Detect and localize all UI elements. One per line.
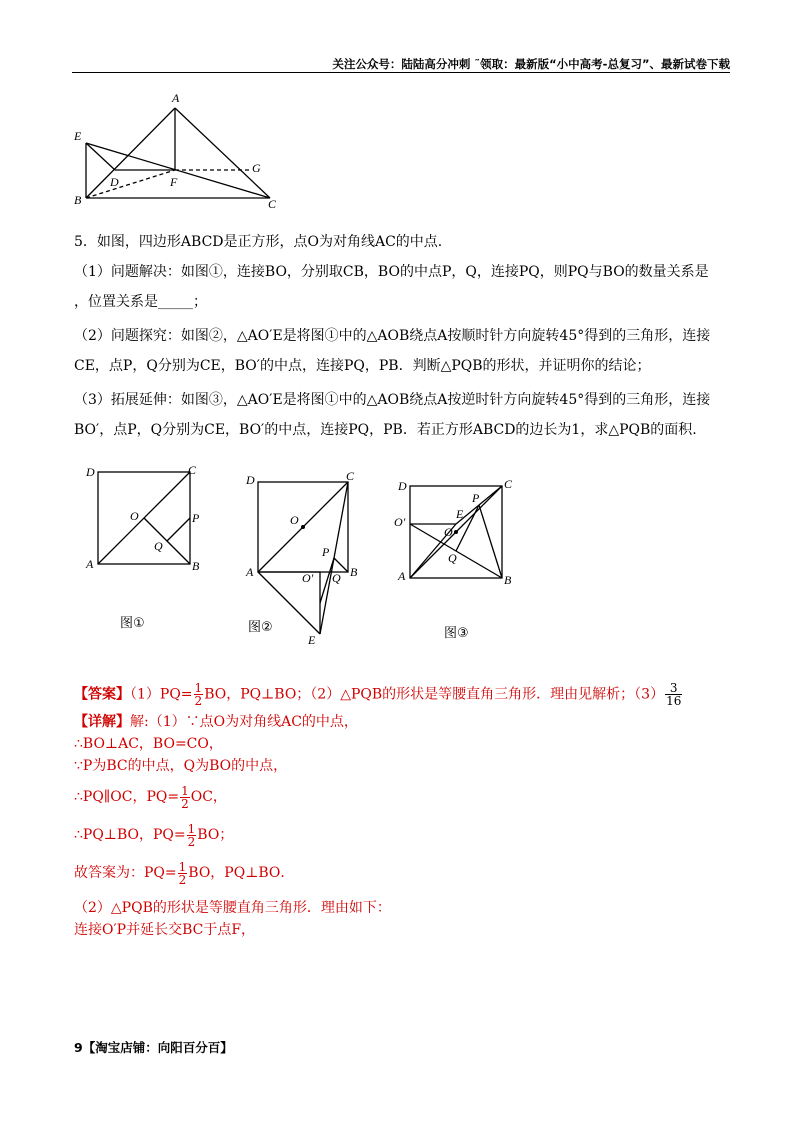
fig1-label-D: D <box>86 465 95 479</box>
answer-part1b: BO，PQ⊥BO；（2）△PQB的形状是等腰直角三角形．理由见解析；（3） <box>204 686 665 703</box>
label-A: A <box>172 91 180 105</box>
header-text: 关注公众号：陆陆高分冲刺 ˜领取：最新版“小中高考-总复习”、最新试卷下载 <box>332 57 730 71</box>
fig2-label-Q: Q <box>332 571 341 585</box>
fig2-label-A: A <box>246 565 254 579</box>
fig3-label-O-prime: O′ <box>394 515 406 529</box>
figure-2 <box>258 482 348 634</box>
answer-fraction-2: $\frac{3}{16}$ <box>666 681 682 708</box>
detail-line-8: 连接O′P并延长交BC于点F， <box>74 922 256 938</box>
fig3-label-C: C <box>504 477 513 491</box>
fig3-label-P: P <box>472 491 480 505</box>
label-C: C <box>268 197 277 211</box>
answer-tag: 【答案】 <box>74 686 130 703</box>
detail-line-3: ∵P为BC的中点，Q为BO的中点， <box>74 758 288 774</box>
fig3-label-E: E <box>456 507 464 521</box>
label-E: E <box>74 129 82 143</box>
fig3-caption: 图③ <box>444 626 469 641</box>
label-B: B <box>74 193 82 207</box>
fig2-label-C: C <box>346 469 355 483</box>
problem-line-2: （1）问题解决：如图①，连接BO，分别取CB，BO的中点P，Q，连接PQ，则PQ与BO的数量关系是 <box>74 264 709 280</box>
detail-line-2: ∴BO⊥AC，BO=CO， <box>74 736 223 752</box>
fig3-label-D: D <box>398 479 407 493</box>
fig3-label-O: O <box>444 525 453 539</box>
label-D: D <box>110 175 119 189</box>
answer-fraction: $\frac{1}{2}$ <box>194 681 203 708</box>
answer-line <box>74 682 683 707</box>
fig1-label-Q: Q <box>154 539 163 553</box>
label-F: F <box>170 175 178 189</box>
page-header <box>72 52 730 73</box>
problem-line-5: CE，点P，Q分别为CE，BO′的中点，连接PQ，PB．判断△PQB的形状，并证明你的结论； <box>74 358 651 374</box>
problem-line-3: ，位置关系是_____； <box>74 294 207 310</box>
fig2-label-O: O <box>290 513 299 527</box>
fig2-label-P: P <box>322 545 330 559</box>
figure-1 <box>98 472 190 564</box>
fig3-label-A: A <box>398 569 406 583</box>
fig1-label-O: O <box>130 509 139 523</box>
label-G: G <box>252 161 261 175</box>
problem-line-6: （3）拓展延伸：如图③，△AO′E是将图①中的△AOB绕点A按逆时针方向旋转45°得到的三角形，连接 <box>74 392 711 408</box>
fig1-label-P: P <box>192 511 200 525</box>
fig2-label-D: D <box>246 473 255 487</box>
page-footer: 9【淘宝店铺：向阳百分百】 <box>74 1040 233 1055</box>
top-triangle-figure <box>70 88 300 218</box>
problem-line-7: BO′，点P，Q分别为CE，BO′的中点，连接PQ，PB．若正方形ABCD的边长为1，求△PQB的面积. <box>74 422 697 438</box>
fig2-label-B: B <box>350 565 358 579</box>
figures-row <box>80 458 540 648</box>
detail-line-5: ∴PQ⊥BO，PQ= $\frac{1}{2}$ BO； <box>74 821 234 849</box>
fig1-caption: 图① <box>120 616 145 631</box>
fig2-label-O-prime: O′ <box>302 571 314 585</box>
fig3-label-Q: Q <box>448 551 457 565</box>
detail-line-7: （2）△PQB的形状是等腰直角三角形．理由如下： <box>74 900 391 916</box>
fig1-label-C: C <box>188 463 197 477</box>
fig1-label-A: A <box>86 557 94 571</box>
answer-part1a: （1）PQ= <box>130 686 193 703</box>
fig2-label-E: E <box>308 633 316 647</box>
fig1-label-B: B <box>192 559 200 573</box>
detail-line-4: ∴PQ∥OC，PQ= $\frac{1}{2}$ OC， <box>74 783 227 811</box>
fig3-label-B: B <box>504 573 512 587</box>
problem-line-1: 5．如图，四边形ABCD是正方形，点O为对角线AC的中点. <box>74 234 443 250</box>
detail-line-1: 【详解】解:（1）∵点O为对角线AC的中点， <box>74 714 358 730</box>
fig2-caption: 图② <box>248 620 273 635</box>
detail-line-6: 故答案为：PQ= $\frac{1}{2}$ BO，PQ⊥BO． <box>74 859 295 887</box>
problem-line-4: （2）问题探究：如图②，△AO′E是将图①中的△AOB绕点A按顺时针方向旋转45°得到的三角形，连接 <box>74 328 711 344</box>
